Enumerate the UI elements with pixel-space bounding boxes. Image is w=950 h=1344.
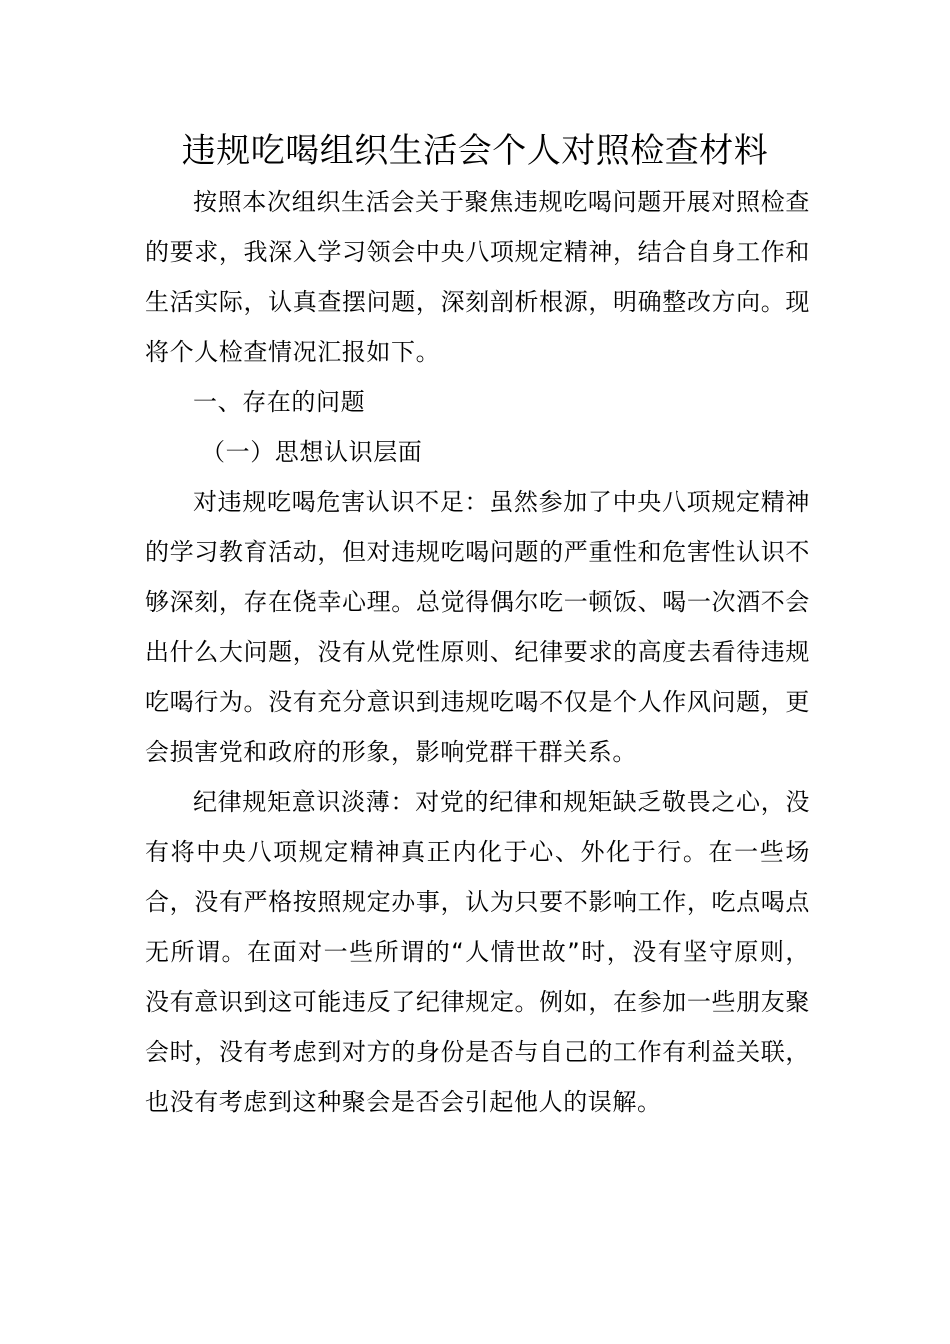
section-heading-problems: 一、存在的问题	[193, 388, 366, 416]
paragraph-awareness: 对违规吃喝危害认识不足：虽然参加了中央八项规定精神的学习教育活动，但对违规吃喝问题的严重性和危害性认识不够深刻，存在侥幸心理。总觉得偶尔吃一顿饭、喝一次酒不会出什么大问题，没有从党性原则、纪律要求的高度去看待违规吃喝行为。没有充分意识到违规吃喝不仅是个人作风问题，更会损害党和政府的形象，影响党群干群关系。	[145, 488, 810, 766]
paragraph-discipline: 纪律规矩意识淡薄：对党的纪律和规矩缺乏敬畏之心，没有将中央八项规定精神真正内化于心、外化于行。在一些场合，没有严格按照规定办事，认为只要不影响工作，吃点喝点无所谓。在面对一些所谓的“人情世故”时，没有坚守原则，没有意识到这可能违反了纪律规定。例如，在参加一些朋友聚会时，没有考虑到对方的身份是否与自己的工作有利益关联，也没有考虑到这种聚会是否会引起他人的误解。	[145, 788, 810, 1116]
document-body	[145, 177, 810, 1127]
subsection-heading-ideology: （一）思想认识层面	[201, 438, 423, 466]
document-title: 违规吃喝组织生活会个人对照检查材料	[181, 131, 769, 171]
intro-paragraph: 按照本次组织生活会关于聚焦违规吃喝问题开展对照检查的要求，我深入学习领会中央八项规定精神，结合自身工作和生活实际，认真查摆问题，深刻剖析根源，明确整改方向。现将个人检查情况汇报如下。	[145, 188, 810, 366]
